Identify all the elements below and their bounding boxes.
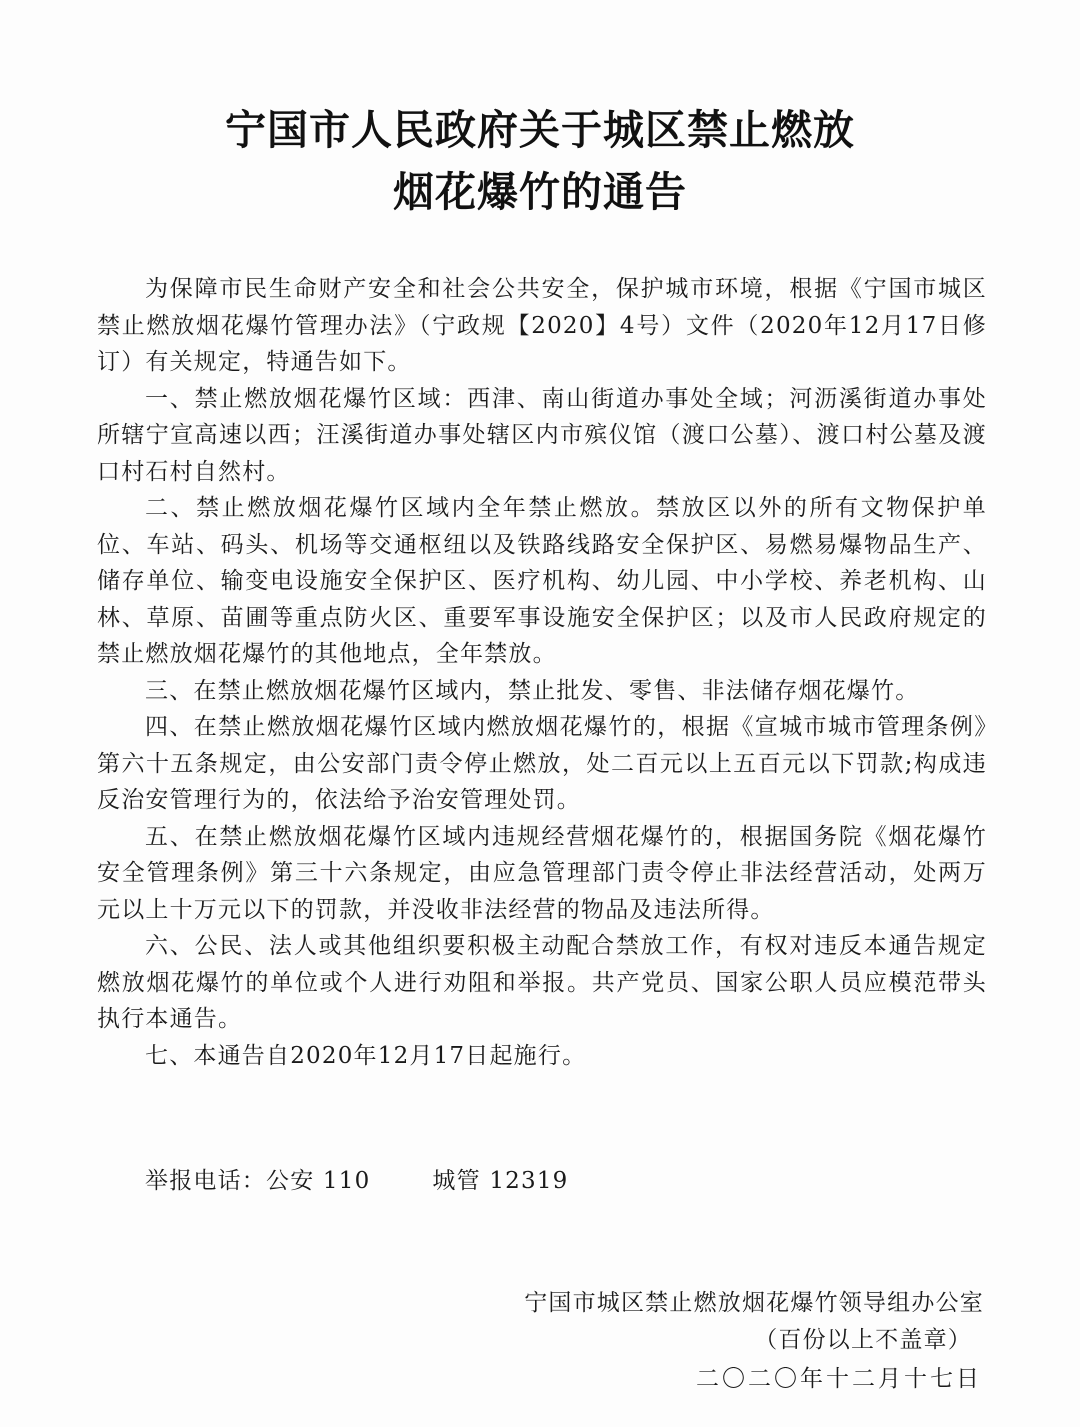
paragraph-4: 四、在禁止燃放烟花爆竹区域内燃放烟花爆竹的，根据《宣城市城市管理条例》第六十五条规定，由公安部门责令停止燃放，处二百元以上五百元以下罚款;构成违反治安管理行为的，依法给予治安管理处罚。 (97, 714, 987, 813)
paragraph-6: 六、公民、法人或其他组织要积极主动配合禁放工作，有权对违反本通告规定燃放烟花爆竹的单位或个人进行劝阻和举报。共产党员、国家公职人员应模范带头执行本通告。 (97, 933, 987, 1032)
report-hotline (145, 1166, 569, 1196)
paragraph-2: 二、禁止燃放烟花爆竹区域内全年禁止燃放。禁放区以外的所有文物保护单位、车站、码头、机场等交通枢纽以及铁路线路安全保护区、易燃易爆物品生产、储存单位、输变电设施安全保护区、医疗机构、幼儿园、中小学校、养老机构、山林、草原、苗圃等重点防火区、重要军事设施安全保护区；以及市人民政府规定的禁止燃放烟花爆竹的其他地点，全年禁放。 (97, 495, 987, 667)
paragraph-1: 一、禁止燃放烟花爆竹区域：西津、南山街道办事处全域；河沥溪街道办事处所辖宁宣高速以西；汪溪街道办事处辖区内市殡仪馆（渡口公墓）、渡口村公墓及渡口村石村自然村。 (97, 385, 987, 485)
paragraph-3: 三、在禁止燃放烟花爆竹区域内，禁止批发、零售、非法储存烟花爆竹。 (145, 677, 920, 704)
title-line-2: 烟花爆竹的通告 (393, 168, 687, 216)
paragraph-5: 五、在禁止燃放烟花爆竹区域内违规经营烟花爆竹的，根据国务院《烟花爆竹安全管理条例》第三十六条规定，由应急管理部门责令停止非法经营活动，处两万元以上十万元以下的罚款，并没收非法经营的物品及违法所得。 (97, 823, 987, 923)
hotline-city-management: 城管 12319 (432, 1168, 569, 1194)
paragraph-intro: 为保障市民生命财产安全和社会公共安全，保护城市环境，根据《宁国市城区禁止燃放烟花爆竹管理办法》（宁政规【2020】4号）文件（2020年12月17日修订）有关规定，特通告如下。 (97, 276, 987, 375)
signing-office: 宁国市城区禁止燃放烟花爆竹领导组办公室 (524, 1290, 984, 1316)
paragraph-7: 七、本通告自2020年12月17日起施行。 (145, 1042, 587, 1069)
hotline-police: 公安 110 (266, 1168, 371, 1194)
notice-body (97, 271, 987, 1074)
title-line-1: 宁国市人民政府关于城区禁止燃放 (225, 106, 855, 154)
issue-date: 二〇二〇年十二月十七日 (696, 1366, 982, 1392)
hotline-label: 举报电话： (145, 1168, 266, 1194)
seal-note: （百份以上不盖章） (754, 1327, 972, 1353)
